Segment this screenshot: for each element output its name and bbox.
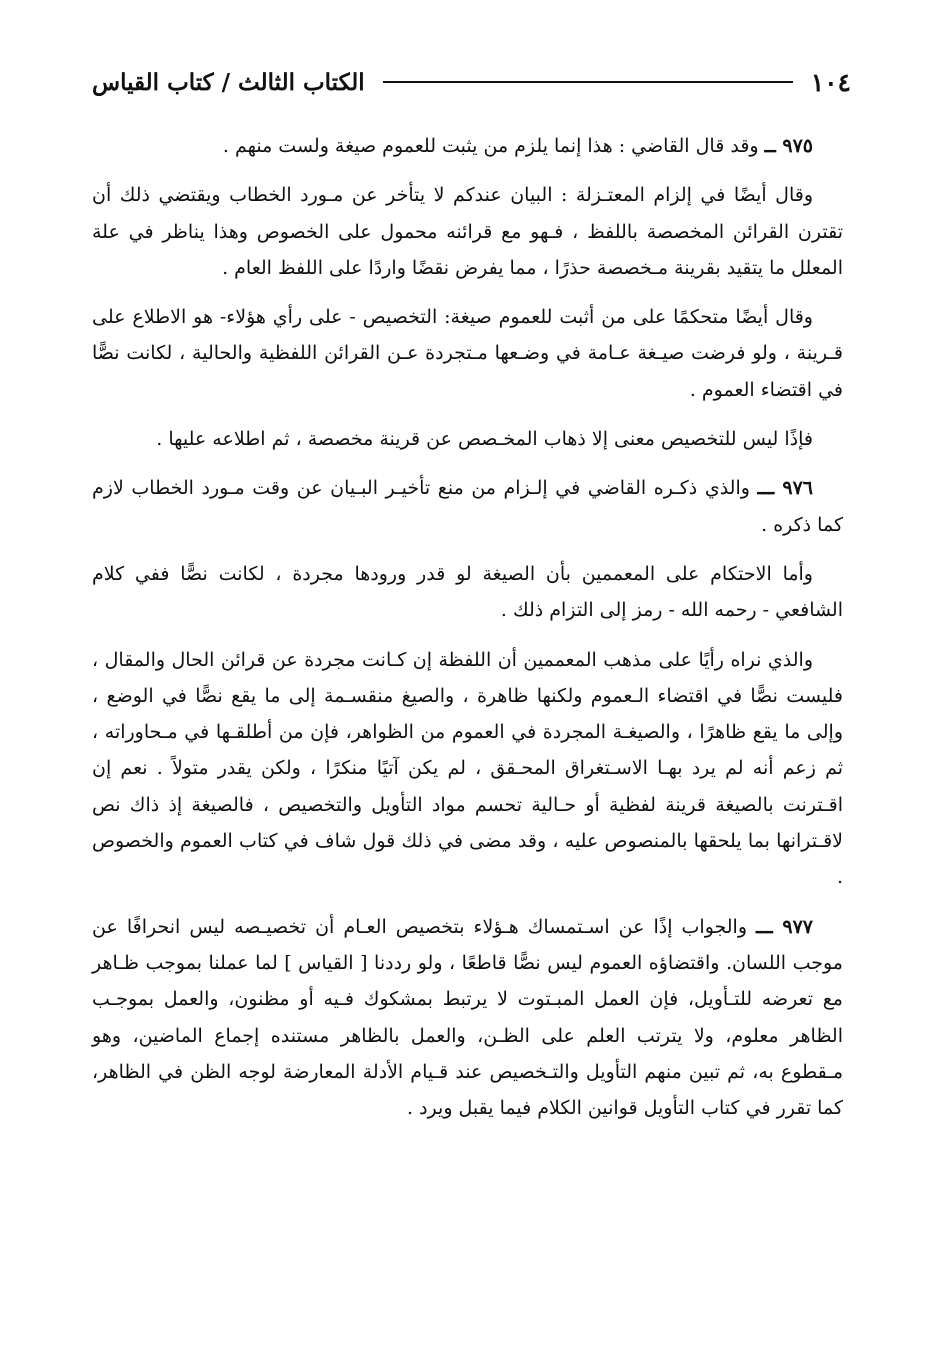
running-title: الكتاب الثالث / كتاب القياس [92, 68, 365, 96]
paragraph-text: والذي نراه رأيًا على مذهب المعممين أن اللفظة إن كـانت مجردة عن قرائن الحال والمقال ، فليست نصًّا في اقتضاء الـعموم ولكنها ظاهرة ، والصيغ منقسـمة إلى ما يقع نصًّا في الوضع ، وإلى ما يقع ظاهرًا ، والصيغـة المجردة في العموم من الظواهر، فإن من أطلقـها في مـحاوراته ، ثم زعم أنه لم يرد بهـا الاسـتغراق المحـقق ، لم يكن آتيًا منكرًا ، ولكن يقدر متولاً . نعم إن اقـترنت بالصيغة قرينة لفظية أو حـالية تحسم مواد التأويل والتخصيص ، فالصيغة إذ ذاك نص لاقـترانها بما يلحقها بالمنصوص عليه ، وقد مضى في ذلك قول شاف في كتاب العموم والخصوص . [92, 648, 843, 889]
paragraph [92, 642, 843, 896]
paragraph-text: والذي ذكـره القاضي في إلـزام من منع تأخيـر البـيان عن وقت مـورد الخطاب لازم كما ذكره . [92, 477, 843, 536]
paragraph-number: ٩٧٥ ــ [764, 135, 813, 157]
paragraph-text: فإذًا ليس للتخصيص معنى إلا ذهاب المخـصص عن قرينة مخصصة ، ثم اطلاعه عليها . [156, 428, 813, 451]
header-rule [383, 81, 793, 83]
paragraph [92, 421, 843, 457]
paragraph [92, 556, 843, 629]
paragraph-976 [92, 470, 843, 543]
paragraph-text: والجواب إذًا عن اسـتمساك هـؤلاء بتخصيص العـام أن تخصيـصه ليس انحرافًا عن موجب اللسان. واقتضاؤه العموم ليس نصًّا قاطعًا ، ولو رددنا [ القياس ] لما عملنا بموجب ظـاهر مع تعرضه للتـأويل، فإن العمل المبـتوت لا يرتبط بمشكوك فـيه أو مظنون، والعمل بموجـب الظاهر معلوم، ولا يترتب العلم على الظـن، والعمل بالظاهر مستنده إجماع الماضين، وهو مـقطوع به، ثم تبين منهم التأويل والتـخصيص عند قـيام الأدلة المعارضة لوجه الظن في الظاهر، كما تقرر في كتاب التأويل قوانين الكلام فيما يقبل ويرد . [92, 915, 843, 1120]
page-header [92, 62, 851, 102]
paragraph-number: ٩٧٦ ـــ [757, 477, 813, 500]
body-text [92, 128, 843, 1139]
paragraph-text: وقد قال القاضي : هذا إنما يلزم من يثبت للعموم صيغة ولست منهم . [222, 135, 759, 157]
paragraph-text: وقال أيضًا متحكمًا على من أثبت للعموم صيغة: التخصيص - على رأي هؤلاء- هو الاطلاع على قـرينة ، ولو فرضت صيـغة عـامة في وضـعها مـتجردة عـن القرائن اللفظية والحالية ، لكانت نصًّا في اقتضاء العموم . [92, 306, 843, 401]
paragraph-975 [92, 128, 843, 164]
paragraph-text: وقال أيضًا في إلزام المعتـزلة : البيان عندكم لا يتأخر عن مـورد الخطاب ويقتضي ذلك أن تقترن القرائن المخصصة باللفظ ، فـهو مع قرائنه محمول على الخصوص وهذا يناظر في علة المعلل ما يتقيد بقرينة مـخصصة حذرًا ، مما يفرض نقضًا واردًا على اللفظ العام . [92, 184, 843, 279]
paragraph-977 [92, 909, 843, 1127]
paragraph-text: وأما الاحتكام على المعممين بأن الصيغة لو قدر ورودها مجردة ، لكانت نصًّا ففي كلام الشافعي - رحمه الله - رمز إلى التزام ذلك . [92, 562, 843, 622]
paragraph [92, 299, 843, 408]
page-number: ١٠٤ [810, 67, 851, 97]
paragraph-number: ٩٧٧ ـــ [756, 915, 813, 938]
paragraph [92, 177, 843, 286]
